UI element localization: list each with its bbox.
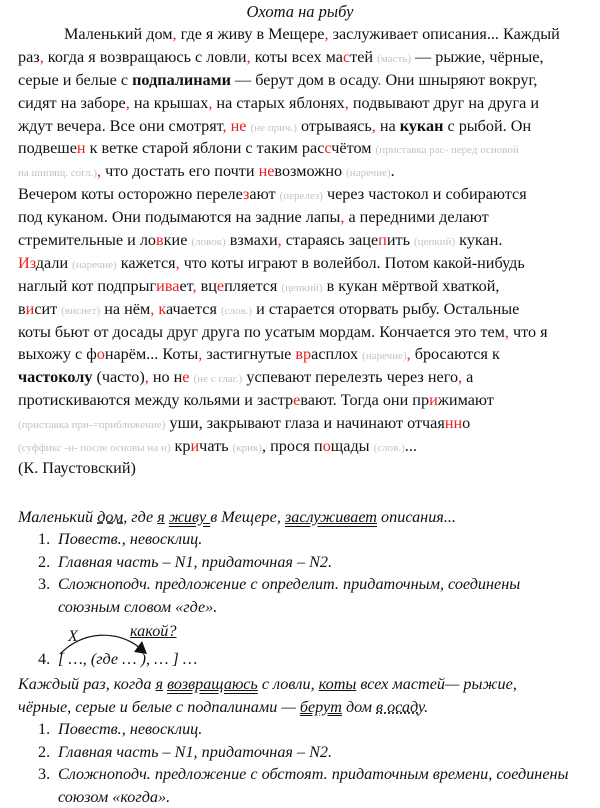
passage-line xyxy=(18,137,588,160)
scheme-question: какой? xyxy=(130,622,177,640)
item-text: [ …, (где … ), … ] … xyxy=(58,650,198,668)
item-number: 1. xyxy=(38,720,51,738)
passage-text-run: а xyxy=(462,368,474,387)
s2-subject: я xyxy=(155,675,164,693)
passage-text-run: с рыбой. Он xyxy=(443,116,532,135)
red-highlight: е xyxy=(182,368,190,387)
s1-item xyxy=(18,648,578,671)
passage-text-run: раз xyxy=(18,47,40,66)
item-number: 3. xyxy=(38,765,51,783)
passage-line xyxy=(18,206,588,229)
passage-text-run: . xyxy=(390,162,395,181)
s1-text: Маленький xyxy=(18,508,98,526)
passage-text-run: ет xyxy=(179,276,193,295)
s1-item xyxy=(18,573,578,618)
red-highlight: , xyxy=(150,299,155,318)
passage-line xyxy=(18,69,588,92)
item-text: Сложноподч. предложение с определит. придаточным, соединены союзным словом «где». xyxy=(58,575,521,616)
s2-item xyxy=(18,718,578,741)
red-highlight: . xyxy=(377,70,382,89)
red-highlight: , xyxy=(277,231,282,250)
s2-text: с ловли, xyxy=(257,675,319,693)
s2-text: . xyxy=(424,697,429,716)
passage-text-run: стараясь заце xyxy=(281,231,379,250)
red-highlight: нн xyxy=(444,414,463,433)
passage-text-run: кие xyxy=(163,231,192,250)
passage-text-run: (часто) xyxy=(92,368,145,387)
passage-text-run: застигнутые xyxy=(202,345,296,364)
gray-hint: (приставка рас- перед основой xyxy=(375,144,519,157)
passage-line xyxy=(18,252,588,275)
red-highlight: , xyxy=(246,47,251,66)
passage-text-run: Вечером коты осторожно переле xyxy=(18,185,243,204)
passage-text-run: пляется xyxy=(224,276,282,295)
s1-analysis-list xyxy=(18,528,578,618)
gray-hint: (цепкий) xyxy=(281,281,323,294)
gray-hint: (не прич.) xyxy=(250,121,297,134)
s2-predicate: берут xyxy=(299,697,342,716)
red-highlight: , xyxy=(97,162,102,181)
gray-hint: (слов.) xyxy=(220,304,253,317)
s2-text: всех мастей— рыжие, xyxy=(356,675,517,693)
passage-text-run: возможно xyxy=(274,162,347,181)
passage-line xyxy=(18,115,588,138)
passage-text-run: — берут дом в осаду xyxy=(231,70,378,89)
passage-text-run: но н xyxy=(148,368,183,387)
passage-line xyxy=(18,46,588,69)
gray-hint: (масть) xyxy=(377,52,411,65)
item-text: Сложноподч. предложение с обстоят. придаточным времени, соединены союзом «когда». xyxy=(58,765,569,806)
passage-text-run: коты бьют от досады друг друга по усатым мордам. Кончается это тем xyxy=(18,322,505,341)
passage-text-run: бросаются к xyxy=(410,345,500,364)
red-highlight: , xyxy=(208,93,213,112)
red-highlight: о xyxy=(322,437,331,456)
passage-text-run: наглый кот подпрыг xyxy=(18,276,157,295)
red-highlight: , xyxy=(222,116,227,135)
bold-word: подпалинами xyxy=(132,70,231,89)
gray-hint: (наречие) xyxy=(72,258,117,271)
red-highlight: Из xyxy=(18,253,36,272)
document-title: Охота на рыбу xyxy=(246,2,354,21)
passage-text-run: ают xyxy=(249,185,280,204)
passage-text-run: подвеше xyxy=(18,139,77,158)
passage-line xyxy=(18,343,588,366)
passage-text-run: на крышах xyxy=(129,93,209,112)
red-highlight: вр xyxy=(295,345,312,364)
passage-line xyxy=(18,23,588,46)
s1-text: описания... xyxy=(376,508,456,526)
gray-hint: (слов.) xyxy=(373,442,405,455)
passage-text-run: ить xyxy=(386,231,415,250)
passage-line xyxy=(18,389,588,412)
red-highlight: , xyxy=(175,253,180,272)
red-highlight: с xyxy=(324,139,332,158)
passage-text-run: что я xyxy=(508,322,548,341)
red-highlight: , xyxy=(324,25,329,43)
red-highlight: , xyxy=(340,208,345,227)
passage-text-run: в кукан мёртвой хваткой, xyxy=(322,276,500,295)
red-highlight: о xyxy=(96,345,105,364)
passage-line xyxy=(18,412,588,435)
passage-line xyxy=(18,366,588,389)
red-highlight: п xyxy=(378,231,387,250)
passage-text-run: , прося п xyxy=(262,437,323,456)
passage-text-run: асплох xyxy=(311,345,363,364)
passage-text-run: — рыжие, чёрные, xyxy=(410,47,544,66)
passage-text-run: жимают xyxy=(437,391,494,410)
passage-text-run: что коты играют в волейбол. Потом какой-нибудь xyxy=(179,253,525,272)
red-highlight: не xyxy=(258,162,275,181)
item-text: Главная часть – N1, придаточная – N2. xyxy=(58,742,333,761)
s1-item xyxy=(18,551,578,574)
passage-line xyxy=(18,92,588,115)
passage-text-run: коты всех ма xyxy=(250,47,343,66)
passage-text-run: кукан. xyxy=(455,231,503,250)
red-highlight: , xyxy=(458,368,463,387)
passage-line xyxy=(18,183,588,206)
s1-word-dom: дом xyxy=(97,508,124,526)
gray-hint: (наречие) xyxy=(346,167,391,180)
red-highlight: не xyxy=(230,116,247,135)
gray-hint: (суффикс -н- после основы на н) xyxy=(18,442,171,455)
passage-text-run: отрываясь xyxy=(296,116,372,135)
gray-hint: (не с глаг.) xyxy=(193,373,243,386)
s1-text: , где xyxy=(123,508,158,526)
passage-text-run: через частокол и собираются xyxy=(322,185,527,204)
passage-text-run: где я живу в Мещере xyxy=(176,25,325,43)
passage-text-run: Они шныряют вокруг, xyxy=(381,70,538,89)
item-number: 2. xyxy=(38,742,51,761)
item-number: 4. xyxy=(38,650,51,668)
passage-text-run: успевают перелезть через него xyxy=(242,368,459,387)
red-highlight: и xyxy=(25,299,35,318)
s2-analysis-list xyxy=(18,718,578,808)
passage-text-run: взмахи xyxy=(225,231,278,250)
item-text: Главная часть – N1, придаточная – N2. xyxy=(58,552,333,571)
bold-word: частоколу xyxy=(18,368,93,387)
red-highlight: , xyxy=(39,47,44,66)
passage-text-run: Маленький дом xyxy=(64,25,173,43)
gray-hint: (цепкий) xyxy=(414,236,456,249)
red-highlight: с xyxy=(342,47,351,66)
s1-predicate: заслуживает xyxy=(284,508,377,526)
red-highlight: , xyxy=(344,93,349,112)
red-highlight: , xyxy=(406,345,411,364)
red-highlight: , xyxy=(192,276,197,295)
s2-adverbial: в осаду xyxy=(376,697,425,716)
passage-text-run: протискиваются между кольями и застр xyxy=(18,391,294,410)
passage-text-run: чать xyxy=(199,437,233,456)
passage-text-run: кр xyxy=(170,437,191,456)
passage-text-run: дали xyxy=(35,253,73,272)
passage-text-run: ждут вечера. Все они смотрят xyxy=(18,116,223,135)
s1-subject: я xyxy=(157,508,165,526)
passage-text-run: выхожу с ф xyxy=(18,345,97,364)
red-highlight: , xyxy=(144,368,149,387)
passage-text-run: что достать его почти xyxy=(101,162,259,181)
red-highlight: , xyxy=(504,322,509,341)
s2-text: чёрные, серые и белые с подпалинами — xyxy=(18,697,300,716)
passage-line xyxy=(18,298,588,321)
red-highlight: , xyxy=(125,93,130,112)
red-highlight: и xyxy=(190,437,200,456)
item-number: 1. xyxy=(38,530,51,548)
red-highlight: е xyxy=(293,391,301,410)
item-text: Повеств., невосклиц. xyxy=(58,530,203,548)
passage-text xyxy=(18,23,588,458)
red-highlight: н xyxy=(76,139,86,158)
s2-predicate: возвращаюсь xyxy=(167,675,258,693)
passage-text-run: сидят на заборе xyxy=(18,93,126,112)
gray-hint: (виснет) xyxy=(61,304,101,317)
s2-item xyxy=(18,763,578,808)
red-highlight: ива xyxy=(156,276,180,295)
passage-text-run: заслуживает описания... Каждый xyxy=(328,25,560,43)
s1-item xyxy=(18,528,578,551)
author-attribution: (К. Паустовский) xyxy=(18,459,136,477)
gray-hint: (перелез) xyxy=(279,190,323,203)
passage-text-run: подвывают друг на друга и xyxy=(348,93,540,112)
passage-text-run: и старается оторвать рыбу. Остальные xyxy=(252,299,520,318)
s2-text: дом xyxy=(341,697,376,716)
gray-hint: (ловок) xyxy=(191,236,226,249)
passage-text-run: на xyxy=(375,116,400,135)
item-number: 2. xyxy=(38,552,51,571)
passage-text-run: уши, закрывают глаза и начинают отчая xyxy=(165,414,445,433)
passage-text-run: ... xyxy=(404,437,417,456)
gray-hint: (крик) xyxy=(232,442,262,455)
passage-text-run: под куканом. Они подымаются на задние лапы xyxy=(18,208,341,227)
passage-text-run: вают. Тогда они пр xyxy=(300,391,430,410)
item-number: 3. xyxy=(38,575,51,593)
passage-text-run: стремительные и ло xyxy=(18,231,157,250)
s2-text: Каждый раз, когда xyxy=(18,675,156,693)
s1-scheme-item xyxy=(18,648,578,671)
red-highlight: , xyxy=(371,116,376,135)
passage-text-run: нарём... Коты xyxy=(104,345,199,364)
passage-text-run: чётом xyxy=(331,139,376,158)
passage-text-run: ачается xyxy=(165,299,221,318)
passage-line xyxy=(18,435,588,458)
passage-text-run: в xyxy=(18,299,26,318)
passage-text-run: а передними делают xyxy=(344,208,489,227)
red-highlight: , xyxy=(172,25,177,43)
s1-text: в Мещере, xyxy=(210,508,285,526)
item-text: Повеств., невосклиц. xyxy=(58,720,203,738)
passage-line xyxy=(18,321,588,344)
passage-line xyxy=(18,160,588,183)
sentence-1 xyxy=(18,506,590,529)
red-highlight: в xyxy=(156,231,164,250)
passage-text-run: о xyxy=(462,414,471,433)
s2-subject: коты xyxy=(318,675,357,693)
gray-hint: на шипящ. согл.) xyxy=(18,167,98,180)
passage-text-run: сит xyxy=(34,299,62,318)
sentence-2 xyxy=(18,673,590,718)
passage-text-run: кажется xyxy=(116,253,176,272)
s2-item xyxy=(18,741,578,764)
passage-line xyxy=(18,229,588,252)
red-highlight: е xyxy=(216,276,225,295)
passage-text-run: к ветке старой яблони с таким рас xyxy=(85,139,325,158)
passage-line xyxy=(18,275,588,298)
red-highlight: и xyxy=(429,391,438,410)
passage-text-run: на нём xyxy=(100,299,151,318)
scheme-x-label: X xyxy=(68,627,78,645)
red-highlight: з xyxy=(243,185,250,204)
passage-text-run: вц xyxy=(196,276,217,295)
passage-text-run: когда я возвращаюсь с ловли xyxy=(43,47,247,66)
red-highlight: , xyxy=(198,345,203,364)
passage-text-run: на старых яблонях xyxy=(212,93,345,112)
gray-hint: (приставка при-=приближение) xyxy=(18,419,166,432)
s1-predicate: живу xyxy=(168,508,211,526)
gray-hint: (наречие) xyxy=(362,350,407,363)
passage-text-run: тей xyxy=(350,47,378,66)
passage-text-run: серые и белые с xyxy=(18,70,133,89)
bold-word: кукан xyxy=(399,116,444,135)
passage-text-run: щады xyxy=(330,437,374,456)
red-highlight: к xyxy=(158,299,166,318)
